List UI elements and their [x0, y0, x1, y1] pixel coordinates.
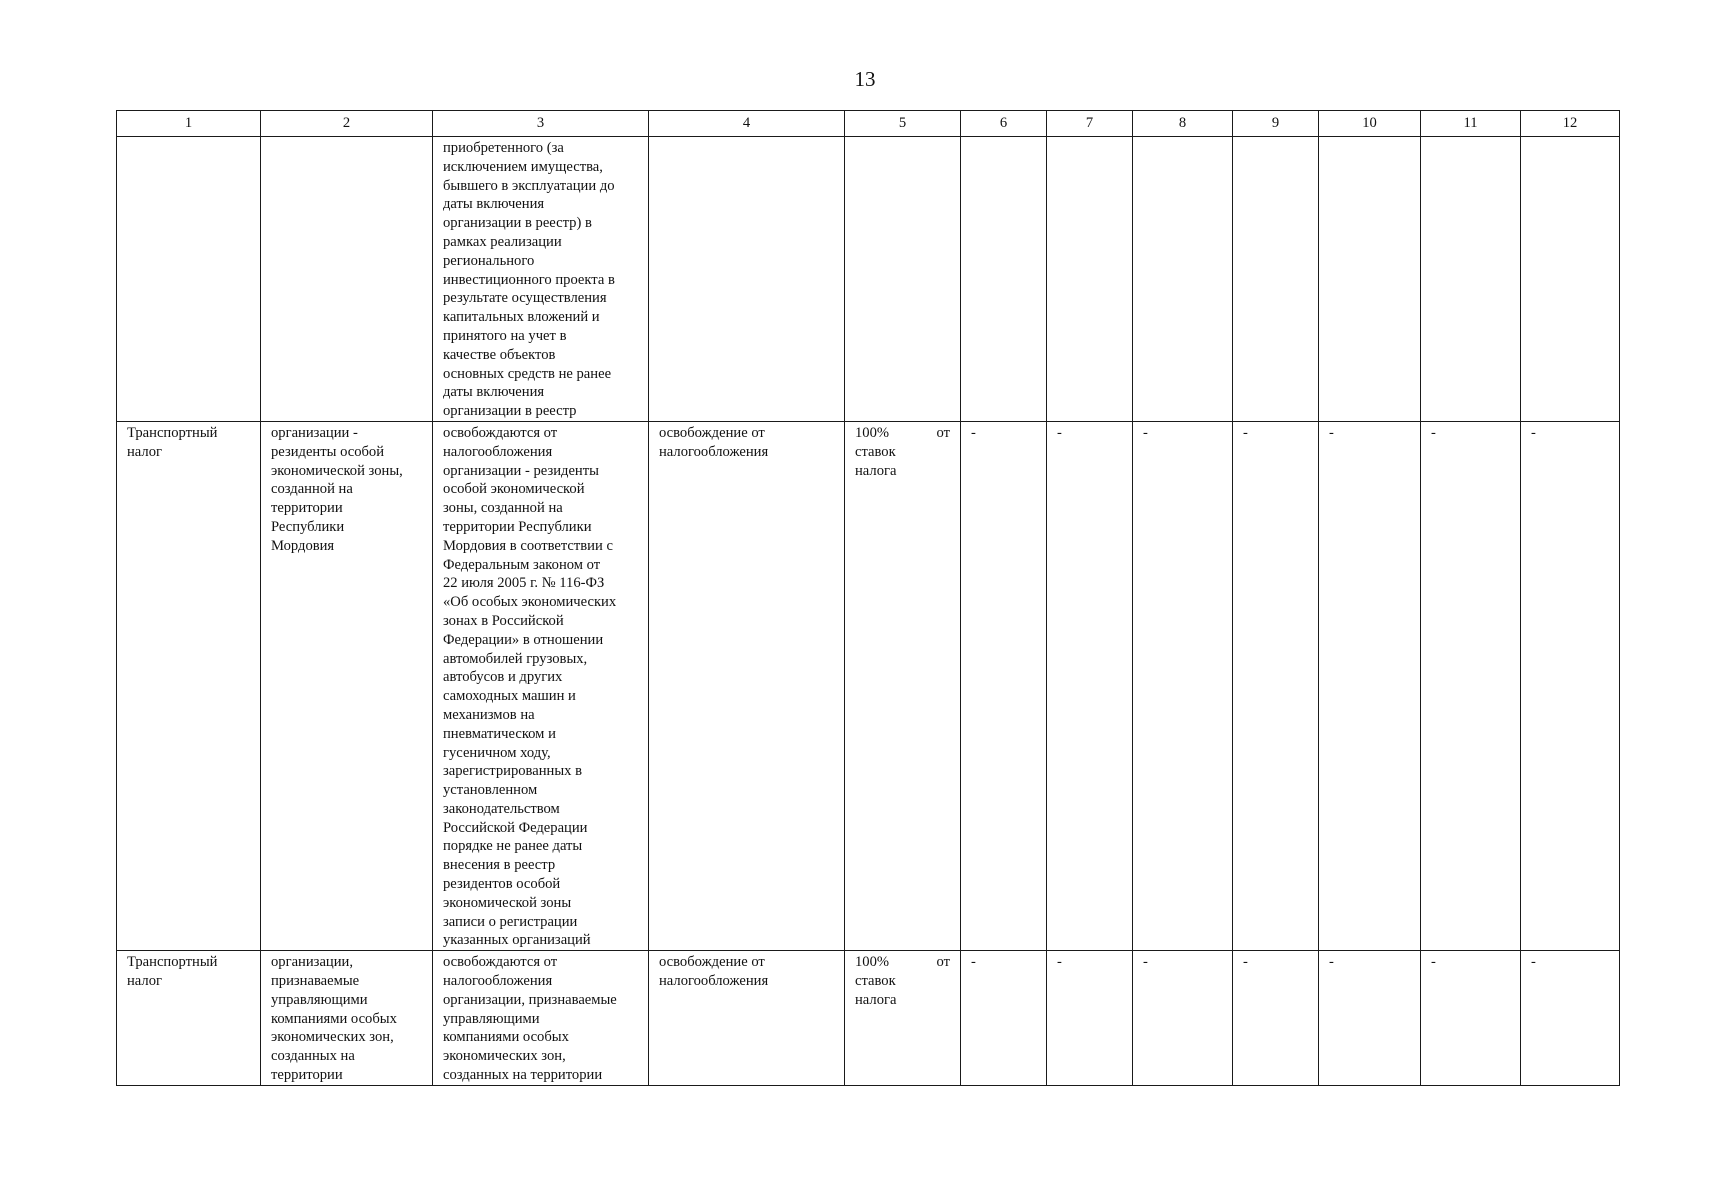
table-row: [117, 951, 1620, 1086]
table-row-continuation: [117, 137, 1620, 422]
table-cell-dash: -: [1233, 951, 1319, 1086]
table-cell-dash: -: [1521, 951, 1620, 1086]
table-cell-dash: -: [961, 951, 1047, 1086]
table-row: [117, 421, 1620, 950]
tax-name-cell: Транспортный налог: [117, 421, 261, 950]
tax-name-cell: Транспортный налог: [117, 951, 261, 1086]
table-cell-dash: -: [1421, 951, 1521, 1086]
benefit-type-cell: освобождение от налогообложения: [649, 951, 845, 1086]
table-cell: [845, 137, 961, 422]
benefit-amount-cell: [845, 421, 961, 950]
benefit-percent: 100%: [855, 424, 890, 441]
table-cell-dash: -: [1319, 951, 1421, 1086]
table-cell-dash: -: [1319, 421, 1421, 950]
page-number: 13: [854, 67, 876, 91]
benefit-percent-from: от: [936, 424, 950, 441]
column-header: 10: [1319, 111, 1421, 137]
table-cell: [261, 137, 433, 422]
table-cell-dash: -: [1047, 421, 1133, 950]
table-cell: [1233, 137, 1319, 422]
column-header: 4: [649, 111, 845, 137]
table-cell: [1047, 137, 1133, 422]
benefit-percent: 100%: [855, 954, 890, 971]
table-cell: [1133, 137, 1233, 422]
benefit-description-cell: освобождаются от налогообложения организации, признаваемые управляющими компаниями особых экономических зон, созданных на территории: [433, 951, 649, 1086]
benefit-type-cell: освобождение от налогообложения: [649, 421, 845, 950]
table-cell-dash: -: [1421, 421, 1521, 950]
table-cell: [961, 137, 1047, 422]
table-cell: [649, 137, 845, 422]
taxpayer-category-cell: организации - резиденты особой экономической зоны, созданной на территории Республики Мордовия: [261, 421, 433, 950]
column-header: 7: [1047, 111, 1133, 137]
table-cell: [1319, 137, 1421, 422]
column-header: 9: [1233, 111, 1319, 137]
table-cell: [1421, 137, 1521, 422]
column-header: 1: [117, 111, 261, 137]
column-number-header-row: [117, 111, 1620, 137]
column-header: 8: [1133, 111, 1233, 137]
column-header: 5: [845, 111, 961, 137]
table-cell-dash: -: [1133, 421, 1233, 950]
benefit-percent-base: ставок налога: [855, 973, 897, 1008]
benefit-description-cell: освобождаются от налогообложения организации - резиденты особой экономической зоны, созданной на территории Республики Мордовия в соответствии с Федеральным законом от 22 июля 2005 г. № 116-ФЗ «Об особых экономических зонах в Российской Федерации» в отношении автомобилей грузовых, автобусов и других самоходных машин и механизмов на пневматическом и гусеничном ходу, зарегистрированных в установленном законодательством Российской Федерации порядке не ранее даты внесения в реестр резидентов особой экономической зоны записи о регистрации указанных организаций: [433, 421, 649, 950]
table-cell: [1521, 137, 1620, 422]
table-cell-dash: -: [961, 421, 1047, 950]
tax-benefits-table: [116, 110, 1620, 1086]
benefit-amount-cell: [845, 951, 961, 1086]
table-cell-dash: -: [1133, 951, 1233, 1086]
table-cell-dash: -: [1521, 421, 1620, 950]
benefit-percent-from: от: [936, 954, 950, 971]
table-cell: [117, 137, 261, 422]
column-header: 2: [261, 111, 433, 137]
table-cell-dash: -: [1047, 951, 1133, 1086]
column-header: 6: [961, 111, 1047, 137]
column-header: 12: [1521, 111, 1620, 137]
column-header: 3: [433, 111, 649, 137]
table-cell-dash: -: [1233, 421, 1319, 950]
taxpayer-category-cell: организации, признаваемые управляющими компаниями особых экономических зон, созданных на территории: [261, 951, 433, 1086]
column-header: 11: [1421, 111, 1521, 137]
benefit-percent-base: ставок налога: [855, 443, 897, 479]
table-cell-description: приобретенного (за исключением имущества, бывшего в эксплуатации до даты включения организации в реестр) в рамках реализации регионального инвестиционного проекта в результате осуществления капитальных вложений и принятого на учет в качестве объектов основных средств не ранее даты включения организации в реестр: [433, 137, 649, 422]
